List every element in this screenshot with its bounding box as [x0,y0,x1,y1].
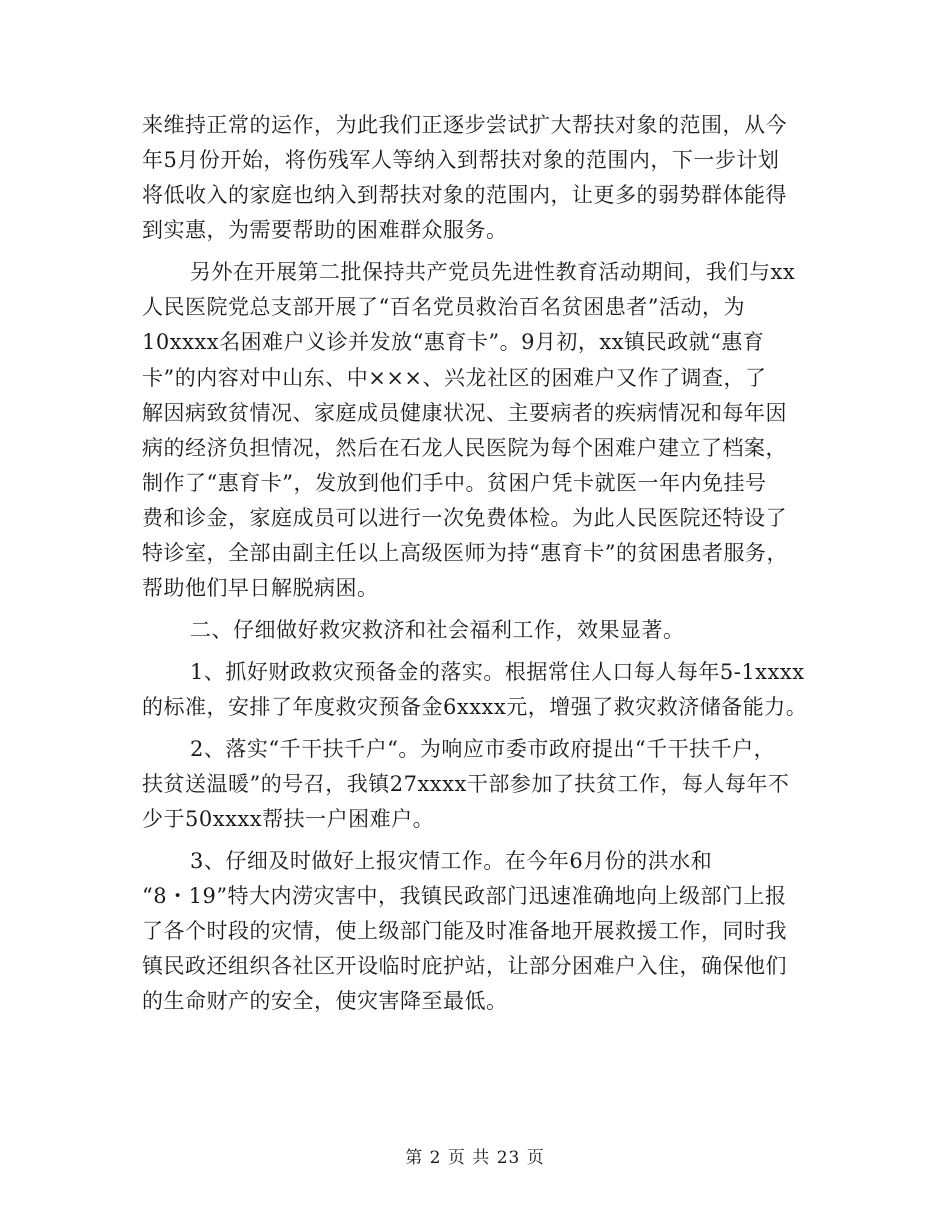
paragraph-first-line: 1、抓好财政救灾预备金的落实。根据常住人口每人每年5-1xxxx [190,660,805,684]
paragraph-first-line: 2、落实“千干扶千户“。为响应市委市政府提出“千干扶千户， [190,737,776,761]
text-line: 扶贫送温暖”的号召，我镇27xxxx干部参加了扶贫工作，每人每年不 [142,772,790,796]
text-line: 卡”的内容对中山东、中×××、兴龙社区的困难户又作了调查，了 [142,366,767,390]
text-line: 10xxxx名困难户义诊并发放“惠育卡”。9月初，xx镇民政就“惠育 [142,330,765,354]
text-line: 的生命财产的安全，使灾害降至最低。 [142,989,508,1013]
text-line: 少于50xxxx帮扶一户困难户。 [142,807,435,831]
text-line: 特诊室，全部由副主任以上高级医师为持“惠育卡”的贫困患者服务， [142,541,788,565]
text-line: 的标准，安排了年度救灾预备金6xxxx元，增强了救灾救济储备能力。 [142,695,808,719]
text-line: 年5月份开始，将伤残军人等纳入到帮扶对象的范围内，下一步计划 [142,148,780,172]
text-line: 制作了“惠育卡”，发放到他们手中。贫困户凭卡就医一年内免挂号 [142,471,767,495]
text-line: 镇民政还组织各社区开设临时庇护站，让部分困难户入住，确保他们 [142,954,787,978]
section-heading: 二、仔细做好救灾救济和社会福利工作，效果显著。 [190,618,685,642]
text-line: 到实惠，为需要帮助的困难群众服务。 [142,218,508,242]
page-number: 第 2 页 共 23 页 [405,1148,545,1168]
text-line: 人民医院党总支部开展了“百名党员救治百名贫困患者”活动，为 [142,295,745,319]
text-line: 费和诊金，家庭成员可以进行一次免费体检。为此人民医院还特设了 [142,506,787,530]
text-line: 了各个时段的灾情，使上级部门能及时准备地开展救援工作，同时我 [142,919,787,943]
text-line: 解因病致贫情况、家庭成员健康状况、主要病者的疾病情况和每年因 [142,401,787,425]
paragraph-first-line: 另外在开展第二批保持共产党员先进性教育活动期间，我们与xx [190,260,796,284]
paragraph-first-line: 3、仔细及时做好上报灾情工作。在今年6月份的洪水和 [190,849,713,873]
text-line: 将低收入的家庭也纳入到帮扶对象的范围内，让更多的弱势群体能得 [142,183,787,207]
text-line: 来维持正常的运作，为此我们正逐步尝试扩大帮扶对象的范围，从今 [142,113,787,137]
text-line: “8・19”特大内涝灾害中，我镇民政部门迅速准确地向上级部门上报 [142,884,787,908]
text-line: 帮助他们早日解脱病困。 [142,576,379,600]
text-line: 病的经济负担情况，然后在石龙人民医院为每个困难户建立了档案， [142,436,787,460]
